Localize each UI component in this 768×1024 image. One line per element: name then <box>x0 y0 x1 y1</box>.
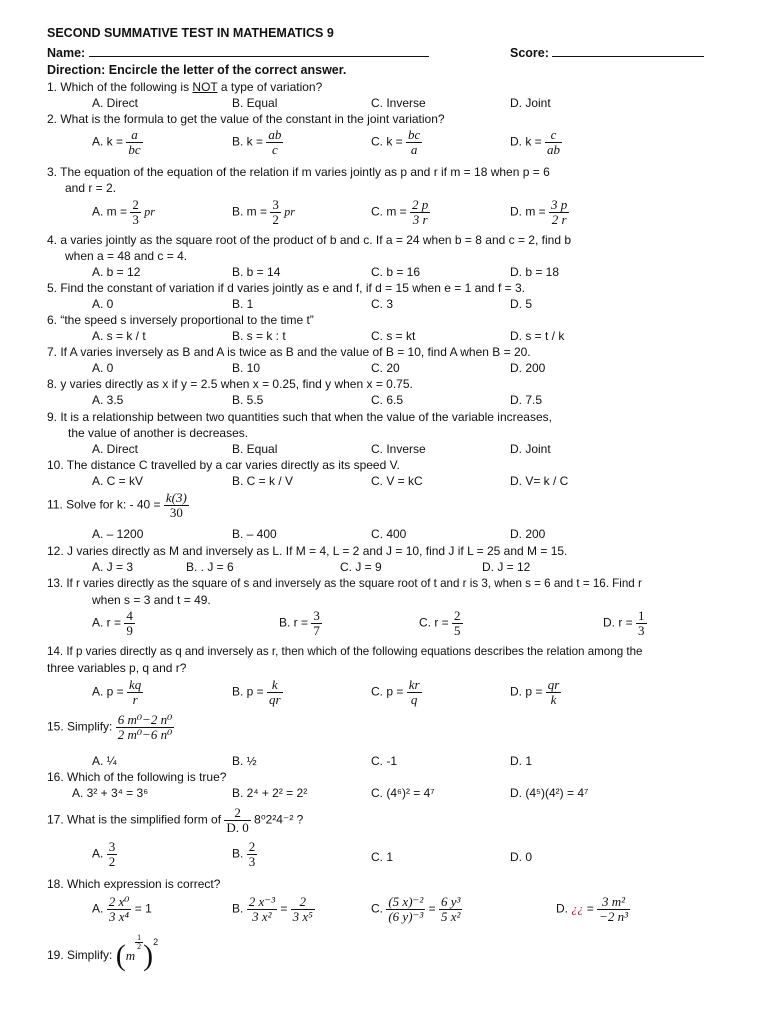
q11-option-c[interactable]: C. 400 <box>371 527 407 541</box>
q2-d-num: c <box>545 128 562 143</box>
q3-b-den: 2 <box>272 212 279 227</box>
q15-den: 2 m⁰−6 n⁰ <box>117 727 173 742</box>
q14-c-label: C. p = <box>371 684 404 699</box>
q18-d-equals: = <box>586 901 594 916</box>
q18-d-fraction <box>597 895 630 924</box>
q17-num: 2 <box>224 806 250 821</box>
q10-option-b[interactable]: B. C = k / V <box>232 474 294 488</box>
score-label: Score: <box>510 46 549 60</box>
q13-b-den: 7 <box>313 623 320 638</box>
q2-c-fraction <box>406 128 422 157</box>
q9-option-d[interactable]: D. Joint <box>510 442 551 456</box>
q2-a-den: bc <box>128 142 141 157</box>
q6-option-d[interactable]: D. s = t / k <box>510 329 565 343</box>
q3-c-label: C. m = <box>371 204 407 219</box>
question-12: 12. J varies directly as M and inversely as L. If M = 4, L = 2 and J = 10, find J if L = 25 and M = 15. <box>47 544 568 558</box>
q3-d-num: 3 p <box>551 197 568 212</box>
q18-d-num: 3 m² <box>597 895 630 910</box>
q2-option-c[interactable] <box>371 128 422 157</box>
q2-a-num: a <box>126 128 142 143</box>
q8-option-c[interactable]: C. 6.5 <box>371 393 404 407</box>
q17-b-num: 2 <box>248 839 256 854</box>
q10-option-c[interactable]: C. V = kC <box>371 474 423 488</box>
q14-b-num: k <box>267 678 283 693</box>
question-17 <box>47 806 303 835</box>
q12-option-c[interactable]: C. J = 9 <box>340 560 382 574</box>
q2-option-d[interactable] <box>510 128 562 157</box>
q17-a-label: A. <box>92 846 104 861</box>
q18-option-d[interactable] <box>556 895 630 924</box>
q17-expression: 8⁰2²4⁻² ? <box>254 812 304 827</box>
q18-c-num-left: (5 x)⁻² <box>388 894 424 909</box>
q17-a-den: 2 <box>108 854 116 869</box>
q2-c-den: a <box>410 142 418 157</box>
q3-d-den: 2 r <box>551 212 567 227</box>
q14-a-fraction <box>127 678 143 707</box>
q18-option-c[interactable] <box>371 895 462 924</box>
q2-c-label: C. k = <box>371 134 403 149</box>
q18-b-den-left: 3 x² <box>252 909 272 924</box>
q2-option-a[interactable] <box>92 128 143 157</box>
question-4-line-1: 4. a varies jointly as the square root of the product of b and c. If a = 24 when b = 8 and c = 2, find b <box>47 233 571 247</box>
q1-option-c[interactable]: C. Inverse <box>371 96 426 110</box>
q13-d-den: 3 <box>638 623 645 638</box>
q13-c-label: C. r = <box>419 615 449 630</box>
q15-option-c[interactable]: C. -1 <box>371 754 398 768</box>
q19-exp-den: 2 <box>137 942 142 951</box>
q19-base: m <box>125 947 136 963</box>
q15-num: 6 m⁰−2 n⁰ <box>117 712 173 727</box>
q18-a-fraction <box>107 895 132 924</box>
q17-b-label: B. <box>232 846 244 861</box>
q4-option-d[interactable]: D. b = 18 <box>510 265 560 279</box>
question-18: 18. Which expression is correct? <box>47 877 221 891</box>
q19-text: 19. Simplify: <box>47 948 113 962</box>
q13-a-den: 9 <box>126 623 133 638</box>
q7-option-d[interactable]: D. 200 <box>510 361 546 375</box>
q17-den: D. 0 <box>226 820 249 835</box>
q14-b-label: B. p = <box>232 684 264 699</box>
q3-b-label: B. m = <box>232 204 268 219</box>
q3-option-d[interactable] <box>510 198 569 227</box>
q18-c-fraction-left <box>386 895 425 924</box>
q11-option-b[interactable]: B. – 400 <box>232 527 277 541</box>
q2-b-label: B. k = <box>232 134 264 149</box>
q12-option-d[interactable]: D. J = 12 <box>482 560 531 574</box>
q18-d-label: D. <box>556 901 568 916</box>
q14-d-num: qr <box>547 677 560 692</box>
q19-right-paren: ) <box>143 938 154 972</box>
q18-c-den-right: 5 x² <box>440 909 461 924</box>
q14-c-fraction <box>407 678 422 707</box>
q4-option-b[interactable]: B. b = 14 <box>232 265 281 279</box>
q18-a-den: 3 x⁴ <box>109 909 130 924</box>
score-blank[interactable] <box>552 45 704 57</box>
q16-option-a[interactable]: A. 3² + 3⁴ = 3⁶ <box>72 786 149 800</box>
q13-c-num: 2 <box>454 608 461 623</box>
q5-option-c[interactable]: C. 3 <box>371 297 394 311</box>
q2-b-fraction <box>266 128 283 157</box>
q18-a-num: 2 x⁰ <box>108 894 130 909</box>
q18-c-fraction-right <box>439 895 462 924</box>
q18-b-den-right: 3 x⁵ <box>292 909 313 924</box>
q17-b-fraction <box>247 840 258 869</box>
q15-option-d[interactable]: D. 1 <box>510 754 533 768</box>
q14-a-num: kq <box>129 677 142 692</box>
q18-c-den-left: (6 y)⁻³ <box>388 909 424 924</box>
q18-b-num-left: 2 x⁻³ <box>248 894 275 909</box>
q3-a-num: 2 <box>132 197 139 212</box>
question-13-line-2: when s = 3 and t = 49. <box>92 593 211 607</box>
q3-b-fraction <box>270 198 281 227</box>
q18-a-result: = 1 <box>134 901 152 916</box>
q3-a-vars: pr <box>144 204 155 219</box>
q12-option-a[interactable]: A. J = 3 <box>92 560 134 574</box>
q14-option-d[interactable] <box>510 678 561 707</box>
q14-option-b[interactable] <box>232 678 283 707</box>
q18-c-equals: = <box>428 901 436 916</box>
question-15 <box>47 713 174 742</box>
q13-a-label: A. r = <box>92 615 122 630</box>
q11-option-a[interactable]: A. – 1200 <box>92 527 144 541</box>
name-label: Name: <box>47 46 86 60</box>
question-4-line-2: when a = 48 and c = 4. <box>65 249 188 263</box>
q1-option-d[interactable]: D. Joint <box>510 96 551 110</box>
q9-option-c[interactable]: C. Inverse <box>371 442 426 456</box>
question-2: 2. What is the formula to get the value of the constant in the joint variation? <box>47 112 445 126</box>
q14-b-den: qr <box>269 692 281 707</box>
q18-option-a[interactable] <box>92 895 152 924</box>
q7-option-c[interactable]: C. 20 <box>371 361 400 375</box>
q14-d-den: k <box>550 692 557 707</box>
q3-c-num: 2 p <box>412 197 429 212</box>
q18-d-den: −2 n³ <box>599 909 628 924</box>
q11-option-d[interactable]: D. 200 <box>510 527 546 541</box>
q11-text: 11. Solve for k: - 40 = <box>47 497 161 512</box>
question-19 <box>47 934 158 971</box>
q17-option-c[interactable]: C. 1 <box>371 850 394 864</box>
q3-d-label: D. m = <box>510 204 546 219</box>
q14-c-den: q <box>410 692 418 707</box>
q6-option-c[interactable]: C. s = kt <box>371 329 416 343</box>
q14-c-num: kr <box>408 677 420 692</box>
q13-option-a[interactable] <box>92 609 135 638</box>
q2-c-num: bc <box>408 127 421 142</box>
q13-b-label: B. r = <box>279 615 309 630</box>
q4-option-c[interactable]: C. b = 16 <box>371 265 421 279</box>
q19-outer-exponent: 2 <box>153 937 159 947</box>
q13-option-d[interactable] <box>603 609 647 638</box>
q15-option-b[interactable]: B. ½ <box>232 754 257 768</box>
q2-d-fraction <box>545 128 562 157</box>
q14-b-fraction <box>267 678 283 707</box>
q17-option-b[interactable] <box>232 840 257 869</box>
q2-a-label: A. k = <box>92 134 124 149</box>
q16-option-d[interactable]: D. (4⁵)(4²) = 4⁷ <box>510 786 589 800</box>
q13-d-num: 1 <box>638 608 645 623</box>
q8-option-d[interactable]: D. 7.5 <box>510 393 543 407</box>
q13-a-num: 4 <box>126 608 133 623</box>
question-3-line-1: 3. The equation of the equation of the relation if m varies jointly as p and r if m = 18 when p = 6 <box>47 165 550 179</box>
q18-b-fraction-left <box>247 895 277 924</box>
q14-a-den: r <box>132 692 138 707</box>
q7-option-b[interactable]: B. 10 <box>232 361 261 375</box>
q15-option-a[interactable]: A. ¼ <box>92 754 117 768</box>
question-8: 8. y varies directly as x if y = 2.5 when x = 0.25, find y when x = 0.75. <box>47 377 413 391</box>
q3-a-fraction <box>130 198 141 227</box>
q14-d-label: D. p = <box>510 684 543 699</box>
question-14-line-1: 14. If p varies directly as q and inversely as r, then which of the following equations describes the relation among the <box>47 645 643 658</box>
q3-c-den: 3 r <box>412 212 428 227</box>
question-16: 16. Which of the following is true? <box>47 770 227 784</box>
question-6: 6. “the speed s inversely proportional to the time t” <box>47 313 314 327</box>
q3-option-c[interactable] <box>371 198 430 227</box>
q18-c-num-right: 6 y³ <box>440 894 461 909</box>
question-9-line-2: the value of another is decreases. <box>68 426 249 440</box>
q12-option-b[interactable]: B. . J = 6 <box>186 560 234 574</box>
q10-option-d[interactable]: D. V= k / C <box>510 474 569 488</box>
q14-d-fraction <box>546 678 562 707</box>
q19-exp-num: 1 <box>137 933 142 942</box>
q18-a-label: A. <box>92 901 104 916</box>
question-11 <box>47 491 189 520</box>
q18-c-label: C. <box>371 901 383 916</box>
q2-d-label: D. k = <box>510 134 542 149</box>
q6-option-b[interactable]: B. s = k : t <box>232 329 286 343</box>
question-9-line-1: 9. It is a relationship between two quantities such that when the value of the variable increases, <box>47 410 552 424</box>
q3-d-fraction <box>549 198 569 227</box>
q16-option-b[interactable]: B. 2⁴ + 2² = 2² <box>232 786 308 800</box>
q3-c-fraction <box>410 198 430 227</box>
q2-b-num: ab <box>268 127 282 142</box>
q13-a-fraction <box>124 609 135 638</box>
q3-a-den: 3 <box>132 212 139 227</box>
direction-text: Direction: Encircle the letter of the correct answer. <box>47 63 347 77</box>
q11-den: 30 <box>169 505 183 520</box>
q8-option-a[interactable]: A. 3.5 <box>92 393 124 407</box>
q18-b-label: B. <box>232 901 244 916</box>
q2-b-den: c <box>271 142 278 157</box>
q1-option-a[interactable]: A. Direct <box>92 96 139 110</box>
q19-exponent-fraction <box>135 934 143 951</box>
q18-b-fraction-right <box>291 895 315 924</box>
q2-a-fraction <box>126 128 142 157</box>
q13-c-den: 5 <box>454 623 461 638</box>
q3-b-num: 3 <box>272 197 279 212</box>
q3-option-b[interactable] <box>232 198 295 227</box>
score-field[interactable] <box>510 45 704 60</box>
q18-d-error-mark: ¿¿ <box>571 901 584 916</box>
q1-text-post: a type of variation? <box>217 80 323 94</box>
q9-option-b[interactable]: B. Equal <box>232 442 278 456</box>
q9-option-a[interactable]: A. Direct <box>92 442 139 456</box>
question-3-line-2: and r = 2. <box>65 181 117 195</box>
q13-d-label: D. r = <box>603 615 633 630</box>
question-13-line-1: 13. If r varies directly as the square of s and inversely as the square root of t and r is 3, when s = 6 and t = 16. Find r <box>47 577 642 590</box>
q17-text: 17. What is the simplified form of <box>47 812 222 827</box>
q13-option-c[interactable] <box>419 609 463 638</box>
q17-b-den: 3 <box>248 854 256 869</box>
q14-a-label: A. p = <box>92 684 124 699</box>
q13-c-fraction <box>452 609 463 638</box>
q11-num: k(3) <box>165 490 187 505</box>
q5-option-a[interactable]: A. 0 <box>92 297 114 311</box>
q15-text: 15. Simplify: <box>47 719 113 734</box>
q11-fraction <box>164 491 189 520</box>
test-title: SECOND SUMMATIVE TEST IN MATHEMATICS 9 <box>47 26 334 40</box>
q17-fraction <box>224 806 250 835</box>
q13-d-fraction <box>636 609 647 638</box>
q8-option-b[interactable]: B. 5.5 <box>232 393 264 407</box>
question-7: 7. If A varies inversely as B and A is twice as B and the value of B = 10, find A when B = 20. <box>47 345 531 359</box>
q4-option-a[interactable]: A. b = 12 <box>92 265 141 279</box>
q10-option-a[interactable]: A. C = kV <box>92 474 144 488</box>
q13-b-num: 3 <box>313 608 320 623</box>
q1-option-b[interactable]: B. Equal <box>232 96 278 110</box>
q19-left-paren: ( <box>115 938 126 972</box>
q2-d-den: ab <box>547 142 561 157</box>
q14-option-a[interactable] <box>92 678 143 707</box>
name-blank[interactable] <box>89 45 429 57</box>
q2-option-b[interactable] <box>232 128 283 157</box>
q5-option-b[interactable]: B. 1 <box>232 297 254 311</box>
q18-b-equals: = <box>280 901 288 916</box>
q5-option-d[interactable]: D. 5 <box>510 297 533 311</box>
q16-option-c[interactable]: C. (4⁶)² = 4⁷ <box>371 786 435 800</box>
q17-option-a[interactable] <box>92 840 117 869</box>
q17-option-d[interactable]: D. 0 <box>510 850 533 864</box>
q17-a-fraction <box>107 840 118 869</box>
name-field[interactable] <box>47 45 429 60</box>
q18-option-b[interactable] <box>232 895 315 924</box>
q15-fraction <box>116 713 175 742</box>
q18-b-num-right: 2 <box>291 895 315 910</box>
question-5: 5. Find the constant of variation if d varies jointly as e and f, if d = 15 when e = 1 and f = 3. <box>47 281 525 295</box>
q3-a-label: A. m = <box>92 204 128 219</box>
q3-option-a[interactable] <box>92 198 155 227</box>
q3-b-vars: pr <box>284 204 295 219</box>
q13-b-fraction <box>311 609 322 638</box>
q6-option-a[interactable]: A. s = k / t <box>92 329 146 343</box>
question-10: 10. The distance C travelled by a car varies directly as its speed V. <box>47 458 400 472</box>
q17-a-num: 3 <box>108 839 116 854</box>
q13-option-b[interactable] <box>279 609 322 638</box>
q1-text-pre: 1. Which of the following is <box>47 80 193 94</box>
question-14-line-2: three variables p, q and r? <box>47 661 187 675</box>
q7-option-a[interactable]: A. 0 <box>92 361 114 375</box>
q1-not-emphasis: NOT <box>192 80 218 94</box>
question-1 <box>47 80 322 94</box>
q14-option-c[interactable] <box>371 678 422 707</box>
